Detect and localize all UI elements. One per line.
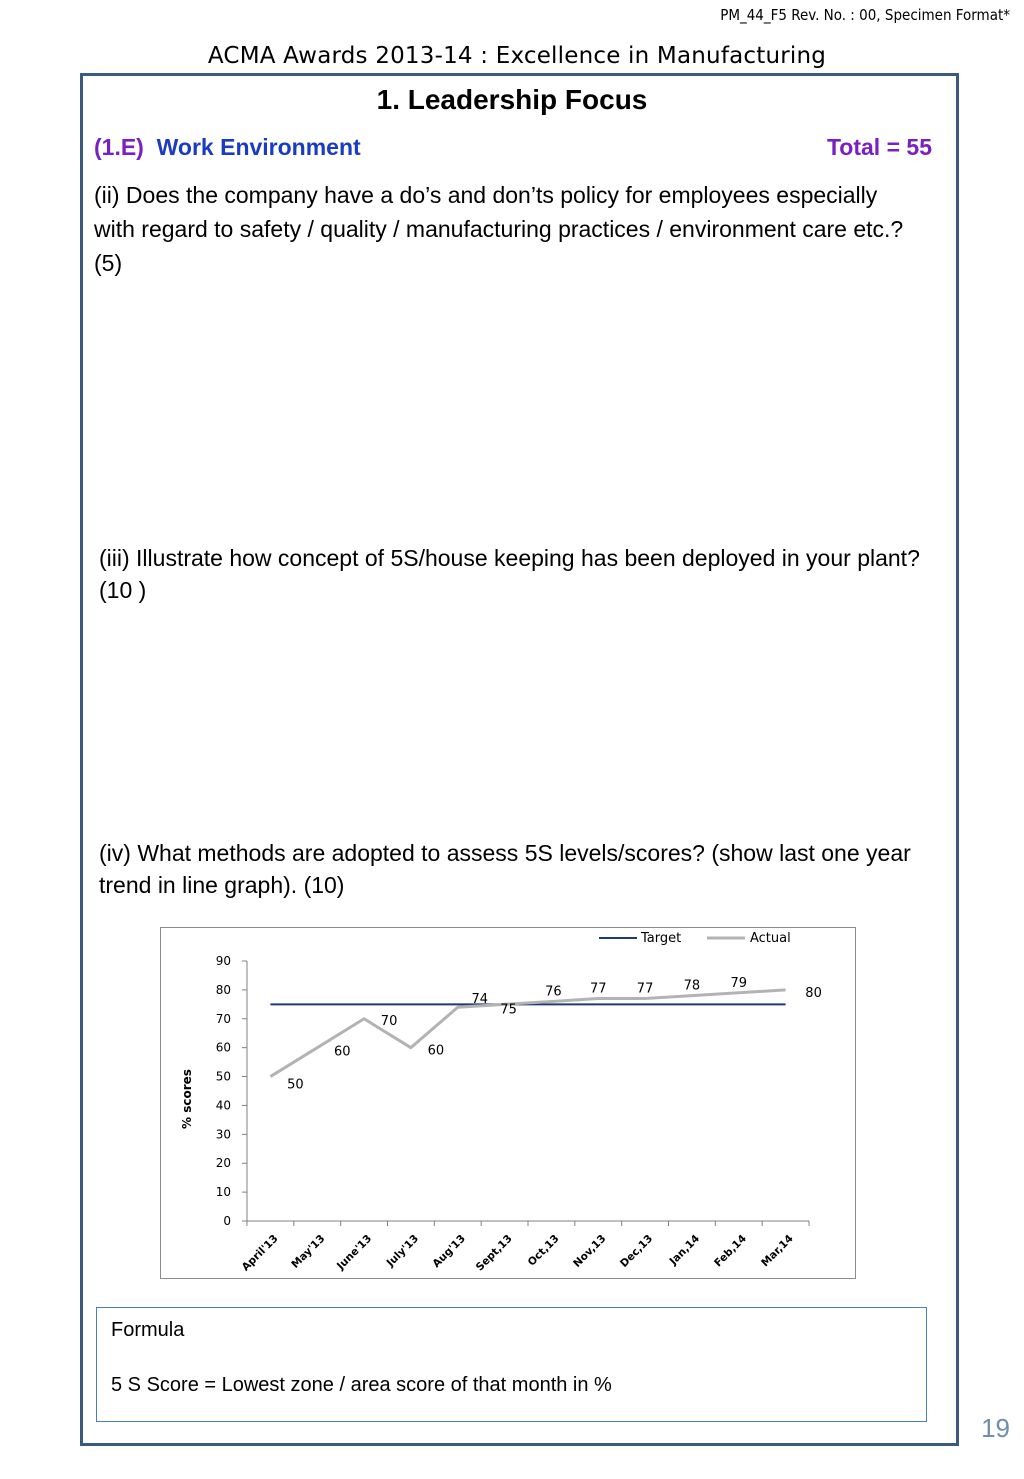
- x-tick-label: July'13: [384, 1232, 422, 1270]
- actual-data-label: 76: [545, 984, 562, 1000]
- subsection-code: (1.E): [94, 134, 144, 160]
- actual-data-label: 80: [805, 985, 822, 1001]
- legend-target-label: Target: [641, 931, 682, 946]
- actual-data-label: 60: [427, 1043, 445, 1059]
- actual-data-label: 74: [471, 992, 489, 1008]
- actual-series-line: [270, 990, 785, 1077]
- actual-data-label: 50: [287, 1077, 304, 1093]
- y-tick-label: 40: [215, 1098, 231, 1113]
- y-tick-label: 0: [223, 1214, 231, 1228]
- section-title: 1. Leadership Focus: [376, 84, 648, 115]
- x-tick-label: Feb,14: [712, 1232, 749, 1270]
- x-tick-label: Aug'13: [430, 1232, 468, 1271]
- actual-data-label: 70: [380, 1013, 398, 1029]
- y-tick-label: 70: [215, 1011, 231, 1026]
- question-iv: (iv) What methods are adopted to assess 5S levels/scores? (show last one year trend in line graph). (10): [99, 840, 911, 898]
- 5s-score-trend-chart: [160, 927, 856, 1279]
- subsection-name: Work Environment: [156, 134, 361, 160]
- document-title: ACMA Awards 2013-14 : Excellence in Manufacturing: [207, 43, 827, 69]
- formula-box: [96, 1307, 927, 1422]
- y-tick-label: 10: [215, 1185, 231, 1200]
- actual-data-label: 75: [500, 1002, 517, 1018]
- formula-text: 5 S Score = Lowest zone / area score of that month in %: [111, 1374, 612, 1396]
- formula-label: Formula: [111, 1319, 185, 1341]
- x-tick-label: Dec,13: [617, 1232, 656, 1270]
- actual-data-label: 77: [636, 981, 654, 997]
- question-ii: (ii) Does the company have a do’s and don’ts policy for employees especially with regard to safety / quality / manufacturing practices / environment care etc.? (5): [94, 182, 904, 276]
- actual-data-label: 60: [333, 1044, 351, 1060]
- y-tick-label: 30: [215, 1127, 231, 1142]
- x-tick-label: Mar,14: [759, 1232, 796, 1270]
- y-axis-label: % scores: [180, 1069, 194, 1129]
- total-score: Total = 55: [826, 134, 932, 160]
- x-tick-label: June'13: [334, 1232, 375, 1273]
- actual-data-label: 78: [683, 978, 701, 994]
- x-tick-label: May'13: [289, 1232, 328, 1271]
- y-tick-label: 50: [215, 1069, 231, 1084]
- page-number: 19: [981, 1413, 1010, 1443]
- x-tick-label: Nov,13: [571, 1232, 609, 1270]
- subsection-heading: [94, 134, 361, 161]
- y-tick-label: 80: [215, 982, 231, 997]
- x-tick-label: Sept,13: [473, 1232, 515, 1274]
- legend-actual-label: Actual: [750, 931, 791, 946]
- document-code: PM_44_F5 Rev. No. : 00, Specimen Format*: [720, 6, 1010, 24]
- x-tick-label: April'13: [239, 1232, 281, 1274]
- y-tick-label: 60: [215, 1040, 231, 1055]
- question-iii: (iii) Illustrate how concept of 5S/house keeping has been deployed in your plant? (10 ): [99, 545, 920, 603]
- chart-canvas: [161, 928, 855, 1278]
- y-tick-label: 20: [215, 1156, 231, 1171]
- x-tick-label: Oct,13: [525, 1232, 562, 1269]
- actual-data-label: 79: [730, 975, 748, 991]
- actual-data-label: 77: [589, 981, 607, 997]
- x-tick-label: Jan,14: [667, 1232, 703, 1268]
- y-tick-label: 90: [215, 954, 231, 968]
